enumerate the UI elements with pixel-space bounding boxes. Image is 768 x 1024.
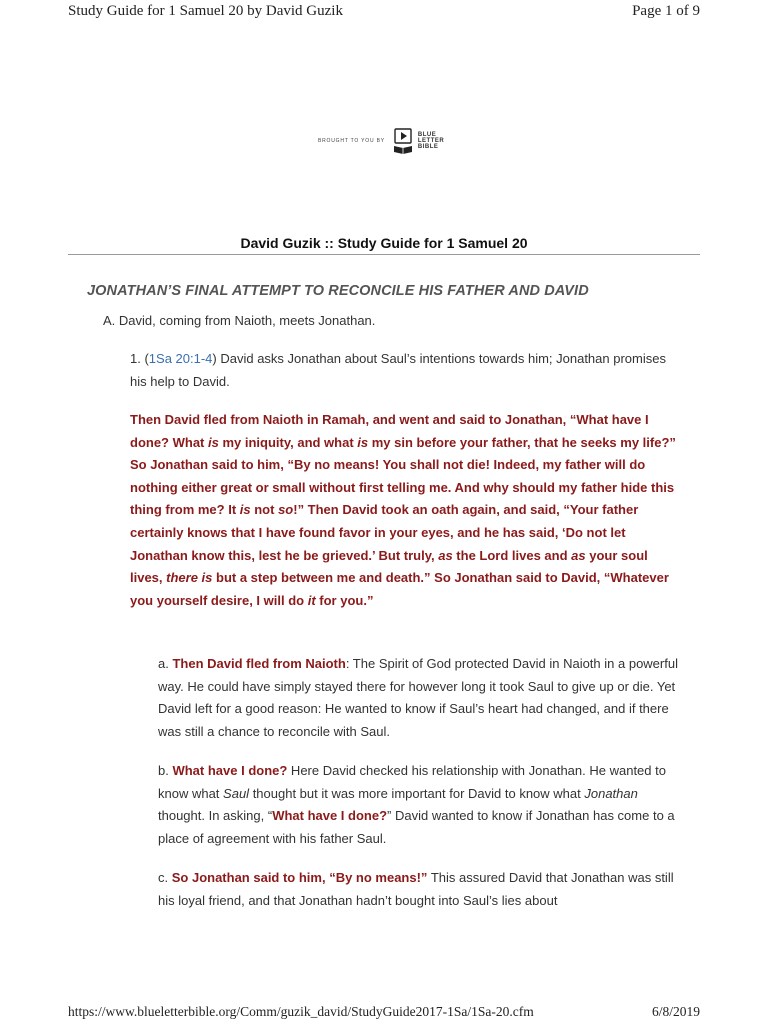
commentary-text: : The Spirit of God protected David in Naioth in a powerful way. He could have simply stayed there for however long it took Saul to give up or die. Yet David left for a good reason: He wanted to know if Saul’s heart had changed, and if there was still a chance to reconcile with Saul. [158,656,678,739]
commentary-italic: Jonathan [584,785,638,801]
point-label: b. [158,763,173,778]
blue-letter-bible-logo[interactable] [393,127,444,155]
wordmark-line: BIBLE [417,144,439,150]
scripture-text: not [250,502,279,518]
commentary-point-c [158,867,678,912]
scripture-passage [130,409,678,612]
commentary-text: thought but it was more important for David to know what [249,785,585,801]
scripture-text: my iniquity, and what [218,434,358,450]
commentary-point-a [158,653,678,743]
point-1-text: ) David asks Jonathan about Saul’s intentions towards him; Jonathan promises his help to David. [130,351,666,389]
scripture-text: Then David fled from Naioth in Ramah, and went and said to Jonathan, “What have I done? What [130,412,649,450]
scripture-italic: as [571,547,586,563]
commentary-text: This assured David that Jonathan was still his loyal friend, and that Jonathan hadn’t bought into Saul’s lies about [158,870,674,908]
wordmark-line: LETTER [417,138,445,144]
point-label: c. [158,870,172,885]
scripture-italic: as [438,547,453,563]
title-divider [68,254,700,255]
commentary-point-b [158,760,678,850]
print-footer-url: https://www.blueletterbible.org/Comm/guzik_david/StudyGuide2017-1Sa/1Sa-20.cfm [68,1004,534,1019]
commentary-text: Here David checked his relationship with Jonathan. He wanted to know what [158,763,666,801]
scripture-italic: is [239,502,251,518]
print-header-page: Page 1 of 9 [632,3,700,19]
scripture-italic: so [278,502,294,518]
commentary-highlight: What have I done? [172,763,288,778]
scripture-text: but a step between me and death.” So Jonathan said to David, “Whatever you yourself desire, I will do [130,570,669,608]
wordmark-line: BLUE [417,132,437,138]
blb-branding[interactable] [318,127,444,155]
scripture-reference-link[interactable]: 1Sa 20:1-4 [148,351,213,366]
outline-point-a: A. David, coming from Naioth, meets Jonathan. [103,313,376,328]
section-heading: JONATHAN’S FINAL ATTEMPT TO RECONCILE HIS FATHER AND DAVID [87,283,589,299]
scripture-text: the Lord lives and [452,547,572,563]
commentary-text: thought. In asking, “ [158,808,273,824]
blb-wordmark [418,132,444,150]
scripture-text: !” Then David took an oath again, and said, “Your father certainly knows that I have found favor in your eyes, and he has said, ‘Do not let Jonathan know this, lest he be grieved.’ But truly, [130,502,639,563]
document-title: David Guzik :: Study Guide for 1 Samuel 20 [240,235,528,251]
point-1-prefix: 1. ( [130,351,149,366]
commentary-text: ” David wanted to know if Jonathan has come to a place of agreement with his father Saul. [158,808,675,846]
scripture-italic: is [208,434,219,450]
scripture-text: for you.” [315,592,374,608]
point-label: a. [158,656,173,671]
commentary-highlight: What have I done? [272,808,388,824]
bible-play-icon [393,127,415,155]
scripture-italic: is [357,434,369,450]
scripture-italic: there is [166,570,213,586]
scripture-text: my sin before your father, that he seeks my life?” So Jonathan said to him, “By no means! You shall not die! Indeed, my father will do nothing either great or small without first telling me. And why should my father hide this thing from me? It [130,434,676,518]
commentary-highlight: So Jonathan said to him, “By no means!” [171,870,428,885]
commentary-highlight: Then David fled from Naioth [172,656,346,671]
print-header-title: Study Guide for 1 Samuel 20 by David Guzik [68,3,343,19]
brought-by-text: BROUGHT TO YOU BY [318,138,385,144]
scripture-italic: it [307,592,316,608]
commentary-italic: Saul [223,785,250,801]
print-footer-date: 6/8/2019 [651,1004,700,1019]
outline-point-1 [130,348,675,393]
scripture-text: your soul lives, [130,547,648,586]
